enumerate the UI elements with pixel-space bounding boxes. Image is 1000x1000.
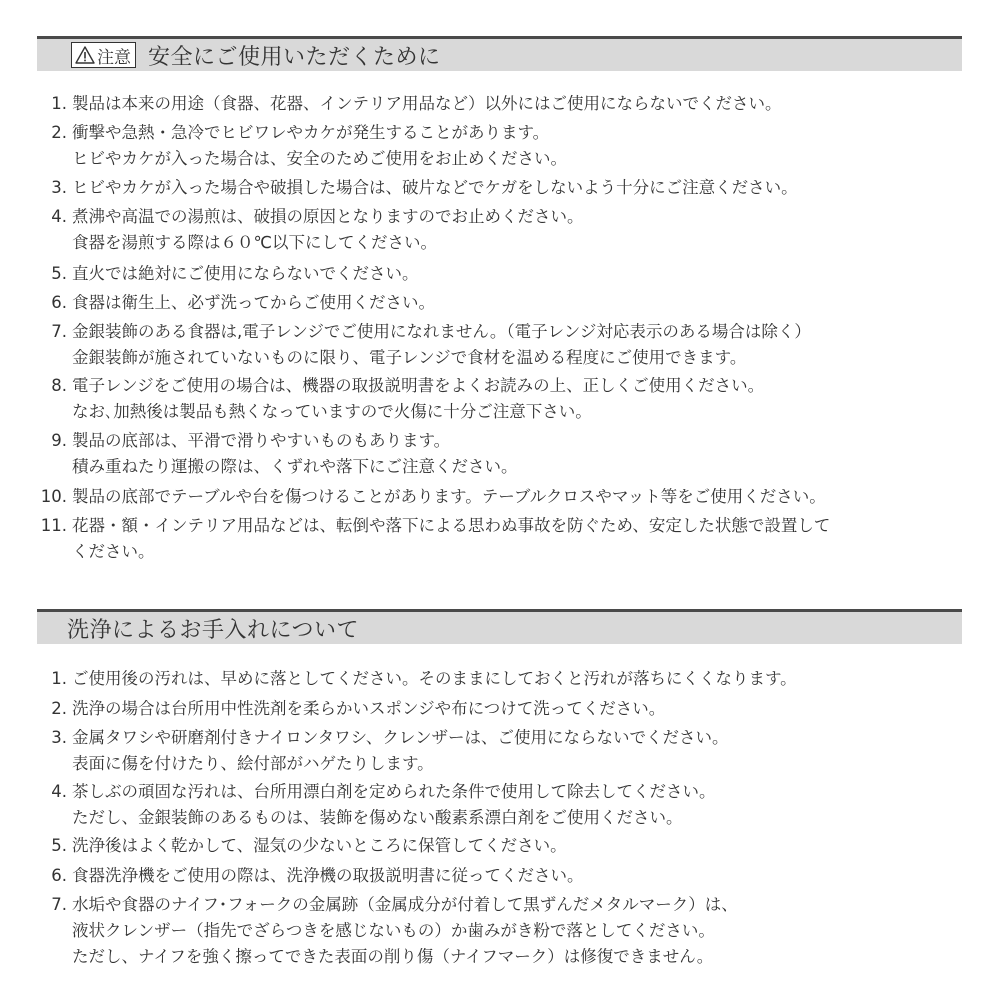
item-number: 5. — [51, 264, 67, 283]
item-text: 直火では絶対にご使用にならないでください。 — [72, 264, 419, 283]
item-number: 5. — [51, 836, 67, 855]
item-text: ヒビやカケが入った場合や破損した場合は、破片などでケガをしないよう十分にご注意ください。 — [72, 178, 798, 197]
item-text: ご使用後の汚れは、早めに落としてください。そのままにしておくと汚れが落ちにくくなります。 — [72, 669, 797, 688]
item-number: 4. — [51, 207, 67, 226]
care-header — [37, 609, 962, 644]
item-text: 衝撃や急熱・急冷でヒビワレやカケが発生することがあります。 ヒビやカケが入った場合は、安全のためご使用をお止めください。 — [72, 123, 567, 168]
item-text: 洗浄の場合は台所用中性洗剤を柔らかいスポンジや布につけて洗ってください。 — [72, 699, 666, 718]
item-text: 茶しぶの頑固な汚れは、台所用漂白剤を定められた条件で使用して除去してください。 ただし、金銀装飾のあるものは、装飾を傷めない酸素系漂白剤をご使用ください。 — [72, 782, 716, 827]
item-text: 製品は本来の用途（食器、花器、インテリア用品など）以外にはご使用にならないでください。 — [72, 94, 782, 113]
care-section — [37, 609, 962, 966]
item-text: 食器洗浄機をご使用の際は、洗浄機の取扱説明書に従ってください。 — [72, 866, 584, 885]
item-text: 食器は衛生上、必ず洗ってからご使用ください。 — [72, 293, 435, 312]
item-number: 3. — [51, 728, 67, 747]
item-number: 2. — [51, 699, 67, 718]
item-number: 8. — [51, 376, 67, 395]
caution-badge — [71, 42, 136, 68]
item-text: 金属タワシや研磨剤付きナイロンタワシ、クレンザーは、ご使用にならないでください。 表面に傷を付けたり、絵付部がハゲたりします。 — [72, 728, 729, 773]
item-number: 1. — [51, 669, 67, 688]
item-number: 6. — [51, 866, 67, 885]
item-number: 9. — [51, 431, 67, 450]
item-number: 2. — [51, 123, 67, 142]
safety-title: 安全にご使用いただくために — [148, 44, 441, 70]
item-text: 電子レンジをご使用の場合は、機器の取扱説明書をよくお読みの上、正しくご使用ください。 なお､加熱後は製品も熱くなっていますので火傷に十分ご注意下さい。 — [72, 376, 765, 421]
item-number: 10. — [40, 487, 67, 506]
item-number: 1. — [51, 94, 67, 113]
item-number: 7. — [51, 322, 67, 341]
item-text: 製品の底部は、平滑で滑りやすいものもあります。 積み重ねたり運搬の際は、くずれや落下にご注意ください。 — [72, 431, 518, 476]
item-number: 11. — [40, 516, 67, 535]
item-number: 7. — [51, 895, 67, 914]
warning-icon — [75, 46, 95, 64]
item-text: 水垢や食器のナイフ･フォークの金属跡（金属成分が付着して黒ずんだメタルマーク）は、 液状クレンザー（指先でざらつきを感じないもの）か歯みがき粉で落としてください。 ただし、ナイフを強く擦ってできた表面の削り傷（ナイフマーク）は修復できません。 — [72, 895, 738, 966]
item-text: 金銀装飾のある食器は,電子レンジでご使用になれません。（電子レンジ対応表示のある場合は除く） 金銀装飾が施されていないものに限り、電子レンジで食材を温める程度にご使用できます。 — [72, 322, 811, 367]
safety-header — [37, 36, 962, 71]
item-text: 花器・額・インテリア用品などは、転倒や落下による思わぬ事故を防ぐため、安定した状態で設置して ください。 — [72, 516, 831, 561]
item-number: 4. — [51, 782, 67, 801]
caution-label: 注意 — [97, 47, 131, 68]
care-title: 洗浄によるお手入れについて — [67, 617, 360, 643]
item-number: 6. — [51, 293, 67, 312]
item-text: 煮沸や高温での湯煎は、破損の原因となりますのでお止めください。 食器を湯煎する際は６０℃以下にしてください。 — [72, 207, 584, 252]
item-number: 3. — [51, 178, 67, 197]
item-text: 洗浄後はよく乾かして、湿気の少ないところに保管してください。 — [72, 836, 567, 855]
safety-section — [37, 36, 962, 561]
item-text: 製品の底部でテーブルや台を傷つけることがあります。テーブルクロスやマット等をご使用ください。 — [72, 487, 826, 506]
